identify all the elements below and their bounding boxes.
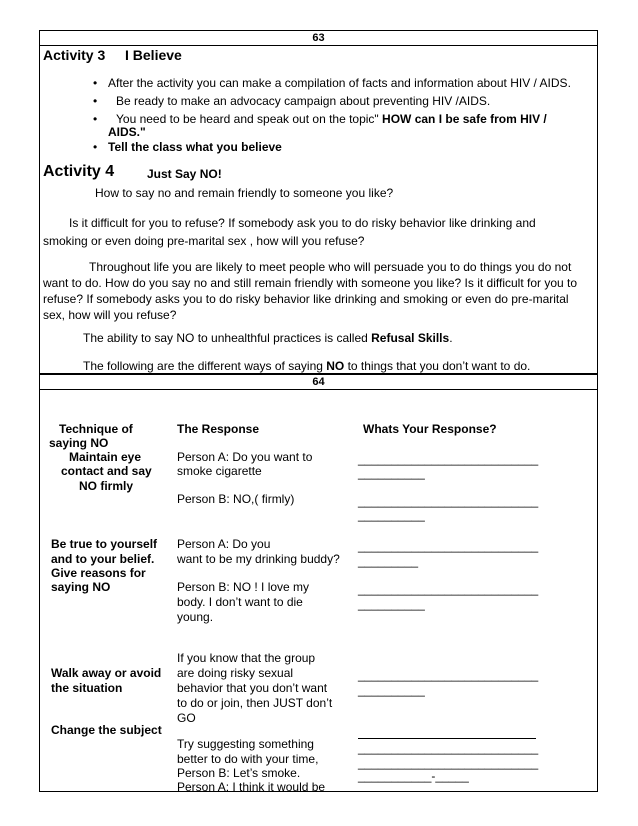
row4-blank-2[interactable]: ___________________________ — [358, 756, 539, 770]
header-technique-line1: Technique of — [59, 422, 133, 436]
row2-technique-line3: Give reasons for — [51, 566, 146, 580]
row4-response-line3: Person B: Let’s smoke. — [177, 766, 301, 780]
row2-blank-4[interactable]: __________ — [358, 597, 425, 611]
row1-blank-2[interactable]: __________ — [358, 466, 425, 480]
bullet-4: Tell the class what you believe — [108, 140, 282, 154]
row1-blank-4[interactable]: __________ — [358, 508, 425, 522]
following-bold: NO — [326, 359, 345, 373]
row1-technique-line1: Maintain eye — [69, 450, 142, 464]
refusal-skills-sentence — [83, 331, 453, 345]
subtitle: How to say no and remain friendly to someone you like? — [95, 186, 394, 200]
row3-response-line4: to do or join, then JUST don’t — [177, 696, 333, 710]
row3-response-line3: behavior that you don’t want — [177, 681, 328, 695]
row4-response-line1: Try suggesting something — [177, 737, 314, 751]
refusal-text: The ability to say NO to unhealthful practices is called — [83, 331, 372, 345]
row4-blank-1[interactable]: ___________________________ — [358, 741, 539, 755]
row3-technique-line1: Walk away or avoid — [51, 666, 162, 680]
para2-line4: sex, how will you refuse? — [43, 308, 177, 322]
row2-blank-2[interactable]: _________ — [358, 554, 419, 568]
row2-response-b-line2: body. I don’t want to die — [177, 595, 303, 609]
row2-blank-3[interactable]: ___________________________ — [358, 582, 539, 596]
page-63-box — [39, 30, 598, 374]
row1-blank-3[interactable]: ___________________________ — [358, 494, 539, 508]
row2-response-b-line1: Person B: NO ! I love my — [177, 580, 310, 594]
following-text: The following are the different ways of saying — [83, 359, 327, 373]
row2-response-b-line3: young. — [177, 610, 214, 624]
bullet-3-bold: HOW can I be safe from HIV / — [382, 112, 547, 126]
page-number-divider — [40, 389, 597, 390]
row3-technique-line2: the situation — [51, 681, 123, 695]
row2-response-a-line1: Person A: Do you — [177, 537, 271, 551]
bullet-icon: • — [93, 76, 98, 90]
activity3-label: Activity 3 — [43, 47, 106, 63]
header-your-response: Whats Your Response? — [363, 422, 497, 436]
para2-line1: Throughout life you are likely to meet people who will persuade you to do things you do not — [89, 260, 572, 274]
row1-blank-1[interactable]: ___________________________ — [358, 452, 539, 466]
bullet-icon: • — [93, 94, 98, 108]
row3-response-line5: GO — [177, 711, 196, 725]
page-number-63: 63 — [312, 32, 325, 44]
row4-blank-3[interactable]: ___________-_____ — [358, 769, 469, 783]
bullet-icon: • — [93, 140, 98, 154]
row4-technique-line1: Change the subject — [51, 723, 162, 737]
row2-blank-1[interactable]: ___________________________ — [358, 539, 539, 553]
row4-response-line4: Person A: I think it would be — [177, 780, 326, 794]
para1-line1: Is it difficult for you to refuse? If somebody ask you to do risky behavior like drinking and — [69, 216, 536, 230]
row3-response-line2: are doing risky sexual — [177, 666, 294, 680]
bullet-2: Be ready to make an advocacy campaign about preventing HIV /AIDS. — [116, 94, 491, 108]
following-end: to things that you don’t want to do. — [344, 359, 531, 373]
row1-response-a-line1: Person A: Do you want to — [177, 450, 313, 464]
refusal-end: . — [449, 331, 453, 345]
row4-response-line2: better to do with your time, — [177, 752, 319, 766]
refusal-bold: Refusal Skills — [371, 331, 450, 345]
row4-blank-line[interactable] — [358, 738, 536, 739]
page-number-64: 64 — [312, 376, 325, 388]
bullet-icon: • — [93, 112, 98, 126]
bullet-3-text: You need to be heard and speak out on the topic" — [116, 112, 379, 126]
row2-technique-line2: and to your belief. — [51, 552, 155, 566]
header-response: The Response — [177, 422, 260, 436]
bullet-1: After the activity you can make a compilation of facts and information about HIV / AIDS. — [108, 76, 571, 90]
para2-line3: refuse? If somebody asks you to do risky behavior like drinking and smoking or even do pre-marital — [43, 292, 569, 306]
bullet-3-continued: AIDS." — [108, 125, 146, 139]
row2-response-a-line2: want to be my drinking buddy? — [177, 552, 340, 566]
row3-blank-1[interactable]: ___________________________ — [358, 668, 539, 682]
row1-technique-line2: contact and say — [61, 464, 152, 478]
row2-technique-line4: saying NO — [51, 580, 111, 594]
row1-response-a-line2: smoke cigarette — [177, 464, 262, 478]
row2-technique-line1: Be true to yourself — [51, 537, 158, 551]
para1-line2: smoking or even doing pre-marital sex , how will you refuse? — [43, 234, 365, 248]
header-technique-line2: saying NO — [49, 436, 109, 450]
para2-line2: want to do. How do you say no and still remain friendly with someone you like? Is it difficult for you to — [43, 276, 578, 290]
row1-technique-line3: NO firmly — [79, 479, 134, 493]
activity4-title: Just Say NO! — [147, 167, 222, 181]
activity4-label: Activity 4 — [43, 163, 115, 180]
page-64-box — [39, 374, 598, 792]
activity3-title: I Believe — [125, 47, 182, 63]
bullet-3 — [116, 112, 547, 126]
page-number-divider — [40, 45, 597, 46]
row1-response-b-line1: Person B: NO,( firmly) — [177, 492, 295, 506]
row3-blank-2[interactable]: __________ — [358, 683, 425, 697]
following-sentence — [83, 359, 530, 373]
row3-response-line1: If you know that the group — [177, 651, 316, 665]
